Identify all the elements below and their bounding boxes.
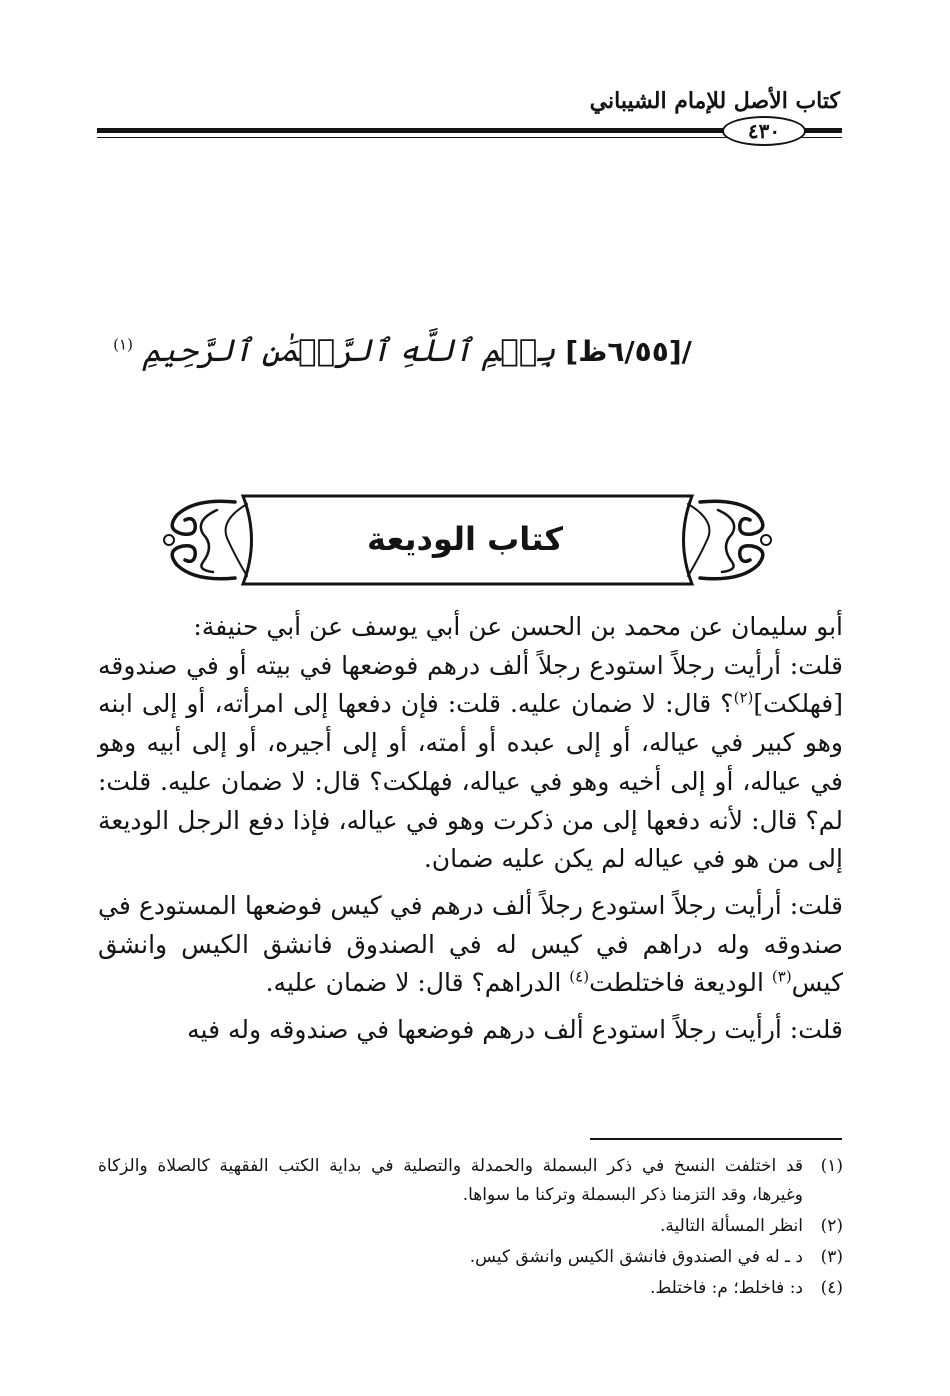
paragraph-text: الدراهم؟ قال: لا ضمان عليه. xyxy=(265,968,570,998)
paragraph-text: الوديعة فاختلطت xyxy=(589,968,772,998)
footnote-text: د: فاخلط؛ م: فاختلط. xyxy=(650,1278,803,1298)
footnote-marker: (٣) xyxy=(771,968,792,986)
paragraph-text: ؟ قال: لا ضمان عليه. قلت: فإن دفعها إلى امرأته، أو إلى ابنه وهو كبير في عياله، أو إلى عبده أو أمته، أو إلى أجيره، أو إلى أبيه وهو في عياله، أو إلى أخيه وهو في عياله، فهلكت؟ قال: لا ضمان عليه. قلت: لم؟ قال: لأنه دفعها إلى من ذكرت وهو في عياله، فإذا دفع الرجل الوديعة إلى من هو في عياله لم يكن عليه ضمان. xyxy=(98,689,843,874)
isnad-line: أبو سليمان عن محمد بن الحسن عن أبي يوسف عن أبي حنيفة: xyxy=(193,612,843,641)
paragraph-text: قلت: أرأيت رجلاً استودع رجلاً ألف درهم فوضعها في بيته أو في صندوقه [فهلكت] xyxy=(98,650,843,719)
basmala-text: بِسۡمِ ٱللَّهِ ٱلرَّحۡمَٰنِ ٱلرَّحِيمِ xyxy=(142,333,556,369)
paragraph xyxy=(98,887,843,1003)
basmala-line xyxy=(100,333,705,369)
folio-reference: /[٦/٥٥ظ] xyxy=(565,335,692,368)
footnote-text: انظر المسألة التالية. xyxy=(660,1216,803,1236)
chapter-title: كتاب الوديعة xyxy=(367,520,563,558)
main-text xyxy=(98,608,843,1050)
paragraph-text: قلت: أرأيت رجلاً استودع رجلاً ألف درهم في كيس فوضعها المستودع في صندوقه وله دراهم في كيس له في الصندوق فانشق الكيس وانشق كيس xyxy=(98,890,843,998)
footnote-marker: (٤) xyxy=(569,968,590,986)
basmala-footnote-mark: (١) xyxy=(113,335,133,354)
footnote-text: د ـ له في الصندوق فانشق الكيس وانشق كيس. xyxy=(469,1247,803,1267)
footnote xyxy=(98,1152,843,1210)
footnote xyxy=(98,1243,843,1272)
running-title: كتاب الأصل للإمام الشيباني xyxy=(589,88,840,114)
page-number: ٤٣٠ xyxy=(722,116,806,146)
footnote-number: (٣) xyxy=(820,1247,843,1267)
footnote xyxy=(98,1212,843,1241)
footnote-number: (١) xyxy=(820,1156,843,1176)
footnote-number: (٤) xyxy=(820,1278,843,1298)
paragraph xyxy=(98,647,843,879)
footnote xyxy=(98,1274,843,1303)
footnote-text: قد اختلفت النسخ في ذكر البسملة والحمدلة والتصلية في بداية الكتب الفقهية كالصلاة والزكاة وغيرها، وقد التزمنا ذكر البسملة وتركنا ما سواها. xyxy=(98,1156,803,1205)
footnotes xyxy=(98,1152,843,1305)
footnote-separator xyxy=(590,1138,842,1140)
paragraph: قلت: أرأيت رجلاً استودع ألف درهم فوضعها في صندوقه وله فيه xyxy=(187,1015,843,1045)
footnote-number: (٢) xyxy=(820,1216,843,1236)
footnote-marker: (٢) xyxy=(733,689,754,708)
